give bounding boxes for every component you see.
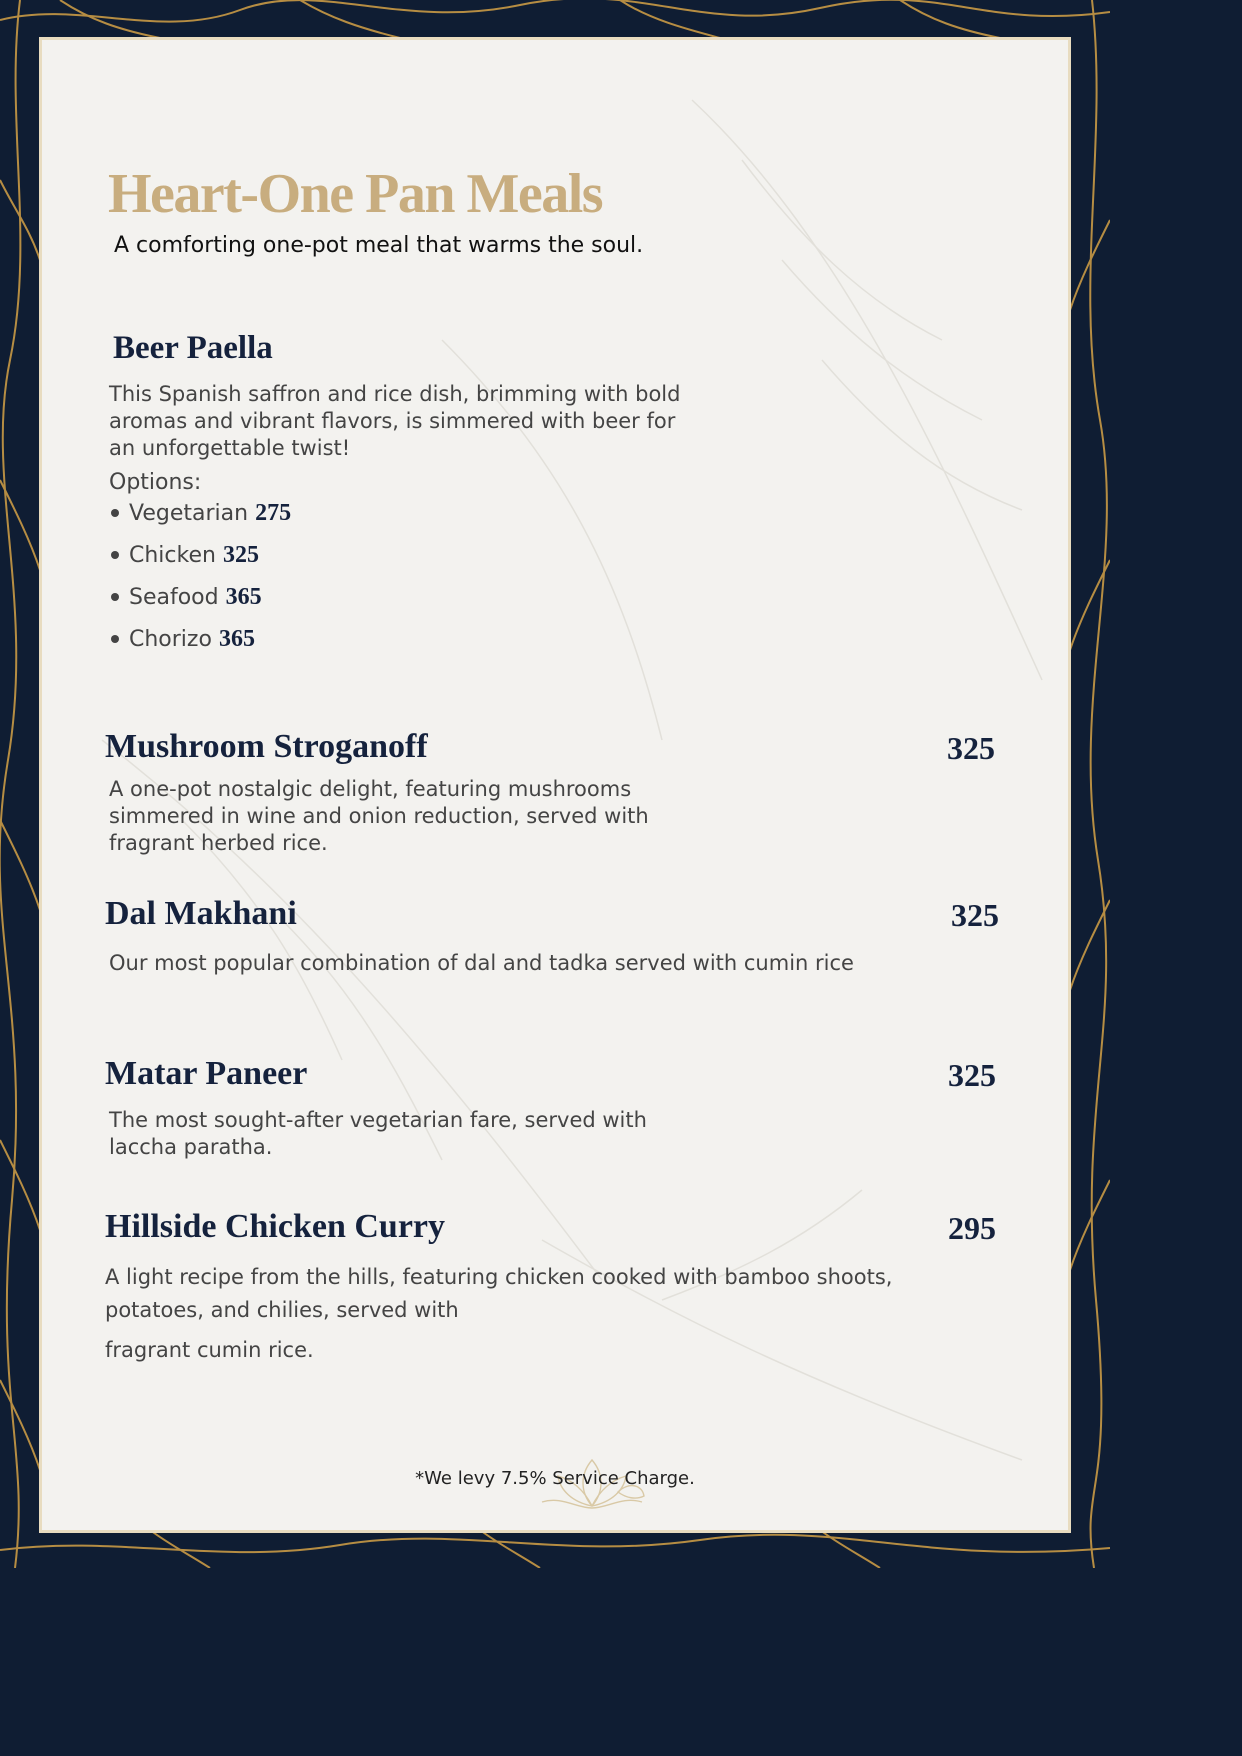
description-line: an unforgettable twist! (109, 436, 351, 460)
bullet-icon (111, 593, 119, 601)
dish-price-mushroom-stroganoff: 325 (947, 730, 995, 766)
description-line: fragrant herbed rice. (109, 831, 328, 855)
description-line: The most sought-after vegetarian fare, served with (109, 1108, 647, 1132)
description-line: fragrant cumin rice. (105, 1338, 314, 1362)
dish-description-dal-makhani: Our most popular combination of dal and tadka served with cumin rice (109, 951, 854, 975)
dish-description-beer-paella (109, 381, 749, 462)
menu-page (42, 40, 1068, 1530)
options-label: Options: (109, 470, 202, 495)
page-title: Heart-One Pan Meals (108, 163, 603, 225)
bullet-icon (111, 635, 119, 643)
option-item-vegetarian: Vegetarian 275 (111, 500, 291, 542)
option-price: 365 (218, 626, 255, 652)
bullet-icon (111, 551, 119, 559)
page-subtitle: A comforting one-pot meal that warms the soul. (114, 233, 644, 258)
dish-price-dal-makhani: 325 (951, 897, 999, 933)
option-item-chicken: Chicken 325 (111, 542, 291, 584)
option-price: 325 (222, 542, 259, 568)
description-line: A light recipe from the hills, featuring chicken cooked with bamboo shoots, (105, 1265, 893, 1289)
dish-description-matar-paneer (109, 1107, 749, 1161)
option-item-seafood: Seafood 365 (111, 584, 291, 626)
dish-price-hillside-chicken-curry: 295 (948, 1210, 996, 1246)
description-line: A one-pot nostalgic delight, featuring mushrooms (109, 777, 632, 801)
bullet-icon (111, 509, 119, 517)
description-line: laccha paratha. (109, 1135, 273, 1159)
dish-name-beer-paella: Beer Paella (113, 330, 273, 366)
description-line: potatoes, and chilies, served with (105, 1298, 459, 1322)
dish-description-hillside-chicken-curry (105, 1264, 1005, 1364)
dish-description-mushroom-stroganoff (109, 776, 749, 857)
options-list (111, 500, 291, 668)
dish-name-mushroom-stroganoff: Mushroom Stroganoff (105, 728, 428, 765)
dish-name-matar-paneer: Matar Paneer (105, 1055, 308, 1092)
option-price: 365 (225, 584, 262, 610)
description-line: aromas and vibrant flavors, is simmered with beer for (109, 409, 676, 433)
service-charge-note: *We levy 7.5% Service Charge. (415, 1468, 695, 1489)
description-line: This Spanish saffron and rice dish, brimming with bold (109, 382, 681, 406)
dish-name-dal-makhani: Dal Makhani (105, 895, 297, 932)
dish-name-hillside-chicken-curry: Hillside Chicken Curry (105, 1208, 446, 1245)
dish-price-matar-paneer: 325 (948, 1057, 996, 1093)
description-line: simmered in wine and onion reduction, served with (109, 804, 649, 828)
option-price: 275 (255, 500, 292, 526)
option-item-chorizo: Chorizo 365 (111, 626, 291, 668)
